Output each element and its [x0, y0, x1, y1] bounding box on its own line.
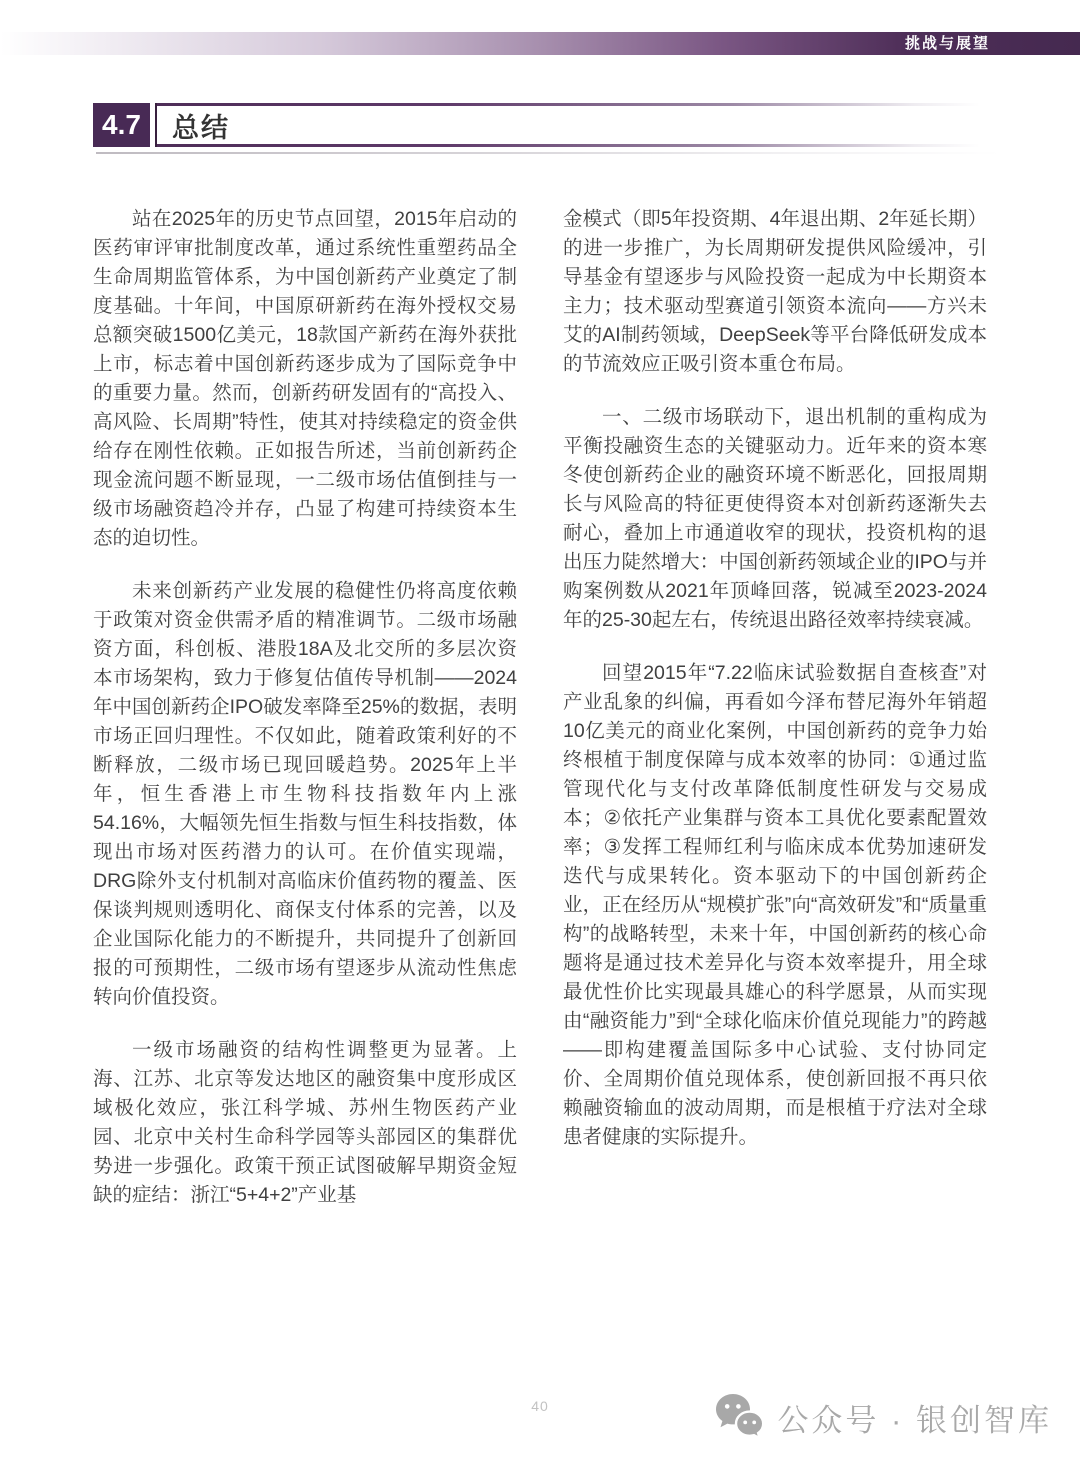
wechat-icon [715, 1393, 765, 1441]
paragraph: 回望2015年“7.22临床试验数据自查核查”对产业乱象的纠偏，再看如今泽布替尼海外年销超10亿美元的商业化案例，中国创新药的竞争力始终根植于制度保障与成本效率的协同：①通过监管现代化与支付改革降低制度性研发与交易成本；②依托产业集群与资本工具优化要素配置效率；③发挥工程师红利与临床成本优势加速研发迭代与成果转化。资本驱动下的中国创新药企业，正在经历从“规模扩张”向“高效研发”和“质量重构”的战略转型，未来十年，中国创新药的核心命题将是通过技术差异化与资本效率提升，用全球最优性价比实现最具雄心的科学愿景，从而实现由“融资能力”到“全球化临床价值兑现能力”的跨越——即构建覆盖国际多中心试验、支付协同定价、全周期价值兑现体系，使创新回报不再只依赖融资输血的波动周期，而是根植于疗法对全球患者健康的实际提升。 [563, 662, 987, 1148]
paragraph: 一级市场融资的结构性调整更为显著。上海、江苏、北京等发达地区的融资集中度形成区域极化效应，张江科学城、苏州生物医药产业园、北京中关村生命科学园等头部园区的集群优势进一步强化。政策干预正试图破解早期资金短缺的症结：浙江“5+4+2”产业基 [93, 1039, 517, 1206]
right-column [563, 205, 987, 1210]
paragraph: 一、二级市场联动下，退出机制的重构成为平衡投融资生态的关键驱动力。近年来的资本寒冬使创新药企业的融资环境不断恶化，回报周期长与风险高的特征更使得资本对创新药逐渐失去耐心，叠加上市通道收窄的现状，投资机构的退出压力陡然增大：中国创新药领域企业的IPO与并购案例数从2021年顶峰回落，锐减至2023-2024年的25-30起左右，传统退出路径效率持续衰减。 [563, 406, 987, 631]
wechat-account-label: 公众号 · 银创智库 [777, 1402, 1052, 1438]
paragraph-continuation: 金模式（即5年投资期、4年退出期、2年延长期）的进一步推广，为长周期研发提供风险缓冲，引导基金有望逐步与风险投资一起成为中长期资本主力；技术驱动型赛道引领资本流向——方兴未艾的AI制药领域，DeepSeek等平台降低研发成本的节流效应正吸引资本重仓布局。 [563, 208, 987, 375]
page-number: 40 [531, 1398, 549, 1414]
body-columns [93, 205, 987, 1210]
section-title: 总结 [172, 112, 230, 143]
paragraph: 未来创新药产业发展的稳健性仍将高度依赖于政策对资金供需矛盾的精准调节。二级市场融资方面，科创板、港股18A及北交所的多层次资本市场架构，致力于修复估值传导机制——2024年中国创新药企IPO破发率降至25%的数据，表明市场正回归理性。不仅如此，随着政策利好的不断释放，二级市场已现回暖趋势。2025年上半年，恒生香港上市生物科技指数年内上涨54.16%，大幅领先恒生指数与恒生科技指数，体现出市场对医药潜力的认可。在价值实现端，DRG除外支付机制对高临床价值药物的覆盖、医保谈判规则透明化、商保支付体系的完善，以及企业国际化能力的不断提升，共同提升了创新回报的可预期性，二级市场有望逐步从流动性焦虑转向价值投资。 [93, 580, 517, 1008]
left-column [93, 205, 517, 1210]
header-section-label: 挑战与展望 [904, 35, 990, 52]
section-header-shadow-line [96, 152, 1001, 154]
section-number: 4.7 [93, 103, 150, 147]
section-header [93, 103, 980, 147]
footer-brand [715, 1393, 1052, 1441]
paragraph: 站在2025年的历史节点回望，2015年启动的医药审评审批制度改革，通过系统性重塑药品全生命周期监管体系，为中国创新药产业奠定了制度基础。十年间，中国原研新药在海外授权交易总额突破1500亿美元，18款国产新药在海外获批上市，标志着中国创新药逐步成为了国际竞争中的重要力量。然而，创新药研发固有的“高投入、高风险、长周期”特性，使其对持续稳定的资金供给存在刚性依赖。正如报告所述，当前创新药企现金流问题不断显现，一二级市场估值倒挂与一级市场融资趋冷并存，凸显了构建可持续资本生态的迫切性。 [93, 208, 517, 549]
page-header-band [0, 32, 1080, 55]
section-title-box [155, 103, 980, 147]
